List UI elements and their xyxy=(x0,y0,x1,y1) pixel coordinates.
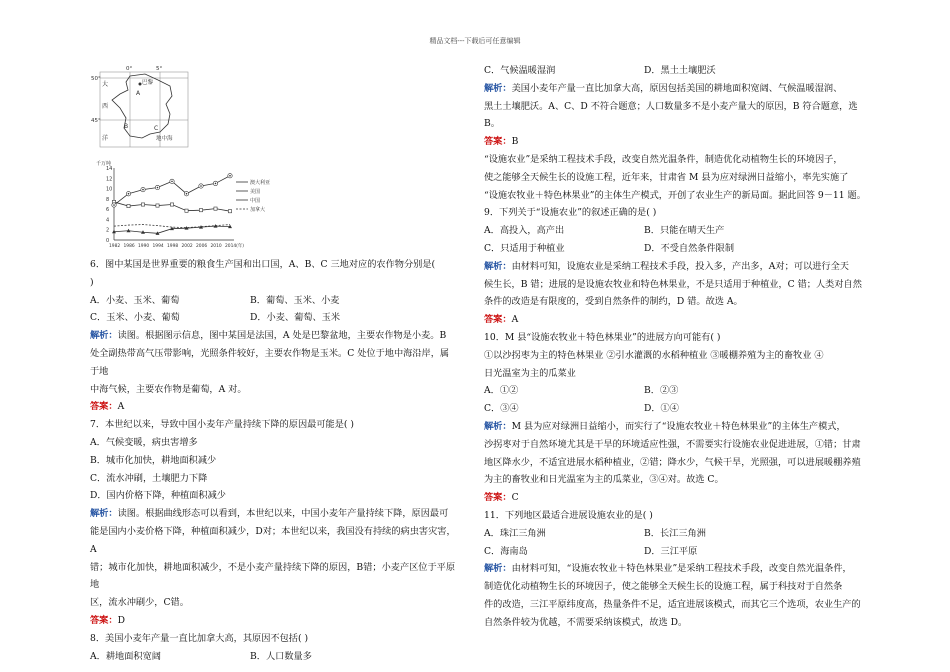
data-point xyxy=(170,203,173,206)
q8-option-a: A．耕地面积宽阔 xyxy=(90,650,161,662)
q9-answer xyxy=(484,311,866,329)
x-tick-label: 1986 xyxy=(123,244,135,249)
y-tick-label: 10 xyxy=(106,186,113,193)
y-axis-label: 千万吨 xyxy=(96,161,112,167)
q10-exp-line-2: 沙拐枣对于自然环境尤其是干旱的环境适应性强，不需要实行设施农业促进进展，①错；甘肃 xyxy=(484,438,861,450)
q11-option-c: C．海南岛 xyxy=(484,545,528,557)
q6-exp-line-3: 中海气候，主要农作物是葡萄，A 对。 xyxy=(90,383,247,395)
q9-option-c: C．只适用于种植业 xyxy=(484,242,565,254)
y-tick-label: 14 xyxy=(106,166,113,172)
q8-exp-line-1: 美国小麦年产量一直比加拿大高，原因包括美国的耕地面积宽阔、气候温暖湿润、 xyxy=(511,82,843,94)
x-tick-label: 2002 xyxy=(181,244,193,249)
q10-ans-label: 答案： xyxy=(484,492,512,504)
q6-ans-label: 答案： xyxy=(90,401,118,413)
q9-ans-label: 答案： xyxy=(484,314,512,326)
q11-exp-line-1: 由材料可知，“设施农牧业＋特色林果业”是采纳工程技术手段，改变自然光温条件， xyxy=(511,563,852,575)
q8-options-row2 xyxy=(484,62,866,80)
data-point-center xyxy=(142,189,144,191)
q6-exp-line-1: 读图。根据图示信息，图中某国是法国，A 处是巴黎盆地，主要农作物是小麦。B xyxy=(117,330,447,342)
q10-explanation xyxy=(484,418,866,436)
q7-exp-line-4: 区，流水冲刷少，C错。 xyxy=(90,597,189,609)
lat-50-label: 50° xyxy=(91,76,101,82)
sea-left-1: 大 xyxy=(102,81,109,88)
q7-explanation xyxy=(90,505,458,523)
q9-ans-value: A xyxy=(511,314,519,326)
q6-options-row2 xyxy=(90,309,458,327)
data-point xyxy=(141,203,144,206)
q9-options-row2 xyxy=(484,240,866,258)
figure-svg xyxy=(90,62,458,256)
data-point xyxy=(127,204,130,207)
region-c-label: C xyxy=(154,125,159,132)
x-tick-label: 2006 xyxy=(196,244,208,249)
q9-exp-line-3: 条件的改造是有限度的，受到自然条件的制约，D 错。故选 A。 xyxy=(484,296,743,308)
q10-answer xyxy=(484,489,866,507)
q7-exp-line-3: 错；城市化加快，耕地面积减少，不是小麦产量持续下降的原因，B错；小麦产区位于平原地 xyxy=(90,561,456,591)
q11-exp-line-3: 件的改造，三江平原纬度高，热量条件不足，适宜进展该模式，而其它三个选项，农业生产的 xyxy=(484,598,861,610)
q7-answer xyxy=(90,612,458,630)
data-point-center xyxy=(229,175,231,177)
legend-label-3: 加拿大 xyxy=(250,207,266,213)
q9-exp-label: 解析： xyxy=(484,260,512,272)
data-point-center xyxy=(200,185,202,187)
legend-label-1: 美国 xyxy=(250,189,261,195)
q11-option-d: D．三江平原 xyxy=(644,545,698,557)
q8-exp-label: 解析： xyxy=(484,82,512,94)
y-tick-label: 4 xyxy=(106,217,110,224)
q6-option-c: C．玉米、小麦、葡萄 xyxy=(90,312,180,324)
q7-exp-label: 解析： xyxy=(90,508,118,520)
q7-exp-line-2: 能是国内小麦价格下降，种植面积减少，D对；本世纪以来，我国没有持续的病虫害灾害，A xyxy=(90,525,456,555)
q8-option-d: D．黑土土壤肥沃 xyxy=(644,65,716,76)
q10-exp-line-1: M 县为应对绿洲日益缩小，而实行了“设施农牧业＋特色林果业”的主体生产模式， xyxy=(511,420,846,432)
q6-stem: 6．图中某国是世界重要的粮食生产国和出口国，A、B、C 三地对应的农作物分别是( xyxy=(90,259,436,270)
q7-option-b: B．城市化加快，耕地面积减少 xyxy=(90,454,217,466)
q6-option-a: A．小麦、玉米、葡萄 xyxy=(90,294,180,306)
lat-45-label: 45° xyxy=(91,118,101,124)
y-tick-label: 6 xyxy=(106,207,110,214)
data-point xyxy=(185,209,188,212)
q8-stem: 8．美国小麦年产量一直比加拿大高，其原因不包括( ) xyxy=(90,632,309,644)
data-point xyxy=(199,209,202,212)
data-point-center xyxy=(157,187,159,189)
q6-stem-end: ) xyxy=(90,276,94,288)
page-header: 精品文档---下载后可任意编辑 xyxy=(429,37,521,45)
q8-options-row1 xyxy=(90,648,458,666)
data-point xyxy=(214,207,217,210)
figure-area xyxy=(90,62,458,256)
y-tick-label: 12 xyxy=(106,176,113,183)
legend-label-0: 澳大利亚 xyxy=(250,180,271,186)
y-tick-label: 0 xyxy=(106,238,110,244)
q9-exp-line-1: 由材料可知，设施农业是采纳工程技术手段，投入多，产出多，A对；可以进行全天 xyxy=(511,260,849,272)
data-point-center xyxy=(215,183,217,185)
q11-options-row1 xyxy=(484,525,866,543)
q11-exp-line-4: 自然条件较为优越，不需要采纳该模式，故选 D。 xyxy=(484,616,688,628)
q8-ans-value: B xyxy=(511,136,519,148)
q9-option-d: D．不受自然条件限制 xyxy=(644,242,735,254)
x-tick-label: 2014(年) xyxy=(225,244,244,249)
q11-options-row2 xyxy=(484,543,866,561)
x-tick-label: 2010 xyxy=(210,244,222,249)
q8-ans-label: 答案： xyxy=(484,136,512,148)
q11-explanation xyxy=(484,560,866,578)
q8-exp-line-3: B。 xyxy=(484,118,500,130)
material-line-2: 使之能够全天候生长的设施工程，近年来，甘肃省 M 县为应对绿洲日益缩小，率先实施了 xyxy=(484,171,849,183)
data-point-center xyxy=(171,181,173,183)
q7-option-d: D．国内价格下降，种植面积减少 xyxy=(90,490,226,502)
lon-5-label: 5° xyxy=(156,66,163,72)
q10-option-a: A．①② xyxy=(484,385,519,397)
q8-option-c: C．气候温暖湿润 xyxy=(484,65,556,76)
q9-exp-line-2: 候生长，B 错；进展的是设施农牧业和特色林果业，不是只适用于种植业，C 错；人类对自然 xyxy=(484,278,862,290)
sea-left-2: 西 xyxy=(102,103,109,110)
q11-stem: 11．下列地区最适合进展设施农业的是( ) xyxy=(484,509,653,521)
q10-options-row1 xyxy=(484,382,866,400)
q10-stem: 10．M 县“设施农牧业＋特色林果业”的进展方向可能有( ) xyxy=(484,331,721,343)
x-tick-label: 1994 xyxy=(152,244,164,249)
legend-label-2: 中国 xyxy=(250,198,261,204)
q7-stem: 7．本世纪以来，导致中国小麦年产量持续下降的原因最可能是( ) xyxy=(90,419,354,431)
q8-answer xyxy=(484,133,866,151)
q7-option-a: A．气候变暖，病虫害增多 xyxy=(90,436,198,448)
q10-exp-label: 解析： xyxy=(484,420,512,432)
q11-option-a: A．珠江三角洲 xyxy=(484,527,546,539)
q7-option-c: C．流水冲刷，土壤肥力下降 xyxy=(90,472,208,484)
lon-0-label: 0° xyxy=(126,66,133,72)
q11-exp-line-2: 制造优化动植物生长的环境因子，使之能够全天候生长的设施工程，属于科技对于自然条 xyxy=(484,581,843,593)
q10-exp-line-4: 为主的畜牧业和日光温室为主的瓜菜业，③④对。故选 C。 xyxy=(484,474,724,486)
q9-options-row1 xyxy=(484,222,866,240)
q6-options-row1 xyxy=(90,292,458,310)
x-tick-label: 1982 xyxy=(109,244,121,249)
q8-exp-line-2: 黑土土壤肥沃。A、C、D 不符合题意；人口数量多不是小麦产量大的原因，B 符合题意，选 xyxy=(484,100,858,112)
q6-option-d: D．小麦、葡萄、玉米 xyxy=(250,312,341,324)
q6-ans-value: A xyxy=(117,401,125,413)
q10-items-line-1: ①以沙拐枣为主的特色林果业 ②引水灌溉的水稻种植业 ③暖棚养殖为主的畜牧业 ④ xyxy=(484,349,824,361)
q9-explanation xyxy=(484,258,866,276)
wheat-production-chart xyxy=(96,160,270,249)
x-tick-label: 1990 xyxy=(138,244,150,249)
material-line-3: “设施农牧业＋特色林果业”的主体生产模式，开创了农业生产的新局面。据此回答 9－11 题。 xyxy=(484,189,866,201)
q10-options-row2 xyxy=(484,400,866,418)
q8-option-b: B．人口数量多 xyxy=(250,650,312,662)
q11-exp-label: 解析： xyxy=(484,563,512,575)
q10-option-d: D．①④ xyxy=(644,403,679,415)
q10-exp-line-3: 地区降水少，不适宜进展水稻种植业，②错；降水少，气候干旱，光照强，可以进展暖棚养殖 xyxy=(484,456,861,468)
region-b-label: B xyxy=(124,123,129,130)
q10-option-b: B．②③ xyxy=(644,385,679,397)
q9-stem: 9．下列关于“设施农业”的叙述正确的是( ) xyxy=(484,207,657,219)
data-point xyxy=(228,210,231,213)
q10-ans-value: C xyxy=(511,492,519,504)
city-label: 巴黎 xyxy=(142,80,154,86)
q7-exp-line-1: 读图。根据曲线形态可以看到，本世纪以来，中国小麦年产量持续下降，原因最可 xyxy=(117,508,449,520)
q9-option-a: A．高投入，高产出 xyxy=(484,225,565,237)
q6-answer xyxy=(90,398,458,416)
q6-explanation xyxy=(90,327,458,345)
data-point-center xyxy=(128,193,130,195)
data-point-center xyxy=(113,204,115,206)
data-point-center xyxy=(186,193,188,195)
region-a-label: A xyxy=(136,90,141,97)
right-column xyxy=(484,62,866,632)
q7-ans-value: D xyxy=(117,614,125,626)
sea-right-label: 地中海 xyxy=(156,136,173,142)
q9-option-b: B．只能在晴天生产 xyxy=(644,225,725,237)
q8-explanation xyxy=(484,80,866,98)
q11-option-b: B．长江三角洲 xyxy=(644,527,706,539)
material-line-1: “设施农业”是采纳工程技术手段，改变自然光温条件，制造优化动植物生长的环境因子， xyxy=(484,153,843,165)
x-tick-label: 1998 xyxy=(167,244,179,249)
y-tick-label: 8 xyxy=(106,196,110,203)
q7-ans-label: 答案： xyxy=(90,614,118,626)
q6-exp-label: 解析： xyxy=(90,330,118,342)
left-column xyxy=(90,62,458,665)
france-map xyxy=(91,66,188,147)
q6-option-b: B．葡萄、玉米、小麦 xyxy=(250,294,340,306)
sea-left-3: 洋 xyxy=(102,135,109,142)
q10-items-line-2: 日光温室为主的瓜菜业 xyxy=(484,367,576,379)
y-tick-label: 2 xyxy=(106,227,110,234)
data-point xyxy=(156,204,159,207)
q10-option-c: C．③④ xyxy=(484,403,519,415)
q6-exp-line-2: 处全副热带高气压带影响，光照条件较好，主要农作物是玉米。C 处位于地中海沿岸，属于地 xyxy=(90,347,450,377)
